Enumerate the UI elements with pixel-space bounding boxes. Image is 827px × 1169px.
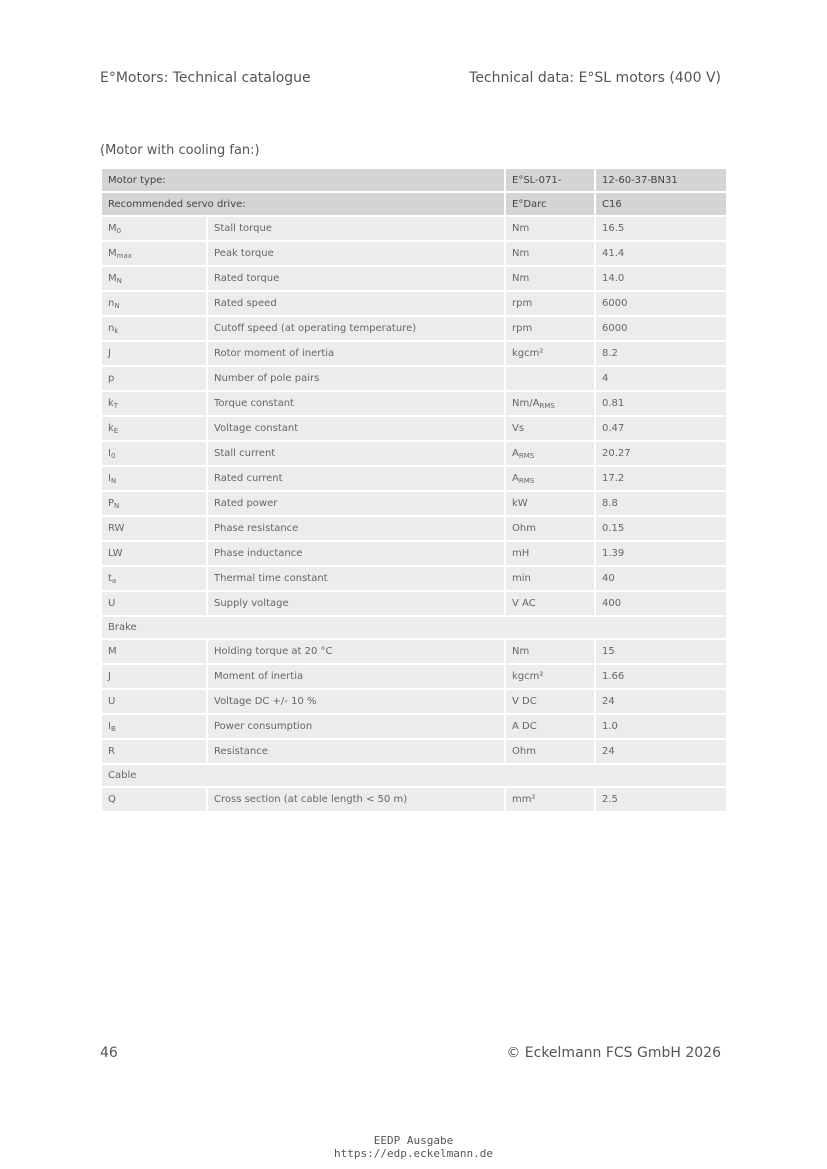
symbol-cell-subscript: 0 xyxy=(116,227,122,235)
unit-cell-text: A DC xyxy=(512,721,537,732)
parameter-row xyxy=(101,566,727,591)
description-cell-text: Cutoff speed (at operating temperature) xyxy=(214,323,417,334)
symbol-cell-subscript: max xyxy=(116,252,132,260)
description-cell-text: Resistance xyxy=(214,746,268,757)
unit-cell-text: Ohm xyxy=(512,523,536,534)
edition-stamp xyxy=(0,1134,827,1160)
value-cell xyxy=(595,689,727,714)
description-cell-text: Power consumption xyxy=(214,721,313,732)
brake-section-label: Brake xyxy=(101,616,727,639)
unit-cell xyxy=(505,639,595,664)
description-cell-text: Number of pole pairs xyxy=(214,373,320,384)
value-cell xyxy=(595,516,727,541)
servo-drive-row xyxy=(101,192,727,216)
symbol-cell xyxy=(101,391,207,416)
brake-parameter-row xyxy=(101,739,727,764)
value-cell xyxy=(595,341,727,366)
symbol-cell-text: LW xyxy=(108,548,123,559)
value-cell xyxy=(595,391,727,416)
brake-section-row xyxy=(101,616,727,639)
value-cell-text: 0.81 xyxy=(602,398,625,409)
value-cell xyxy=(595,591,727,616)
symbol-cell-text: n xyxy=(108,323,115,334)
unit-cell xyxy=(505,714,595,739)
servo-drive-model: C16 xyxy=(595,192,727,216)
symbol-cell xyxy=(101,341,207,366)
symbol-cell-text: I xyxy=(108,721,111,732)
unit-cell xyxy=(505,291,595,316)
description-cell xyxy=(207,689,505,714)
unit-cell xyxy=(505,241,595,266)
value-cell xyxy=(595,416,727,441)
description-cell-text: Cross section (at cable length < 50 m) xyxy=(214,794,408,805)
symbol-cell-text: I xyxy=(108,448,111,459)
value-cell-text: 14.0 xyxy=(602,273,625,284)
symbol-cell xyxy=(101,441,207,466)
unit-cell-text: mH xyxy=(512,548,530,559)
value-cell-text: 0.47 xyxy=(602,423,625,434)
description-cell xyxy=(207,366,505,391)
symbol-cell-text: U xyxy=(108,598,116,609)
symbol-cell xyxy=(101,739,207,764)
value-cell xyxy=(595,241,727,266)
description-cell-text: Voltage constant xyxy=(214,423,299,434)
unit-cell xyxy=(505,366,595,391)
symbol-cell-subscript: T xyxy=(113,402,119,410)
parameter-row xyxy=(101,441,727,466)
value-cell-text: 17.2 xyxy=(602,473,625,484)
page-number: 46 xyxy=(100,1045,118,1061)
parameter-row xyxy=(101,391,727,416)
symbol-cell-text: k xyxy=(108,423,114,434)
description-cell-text: Stall torque xyxy=(214,223,272,234)
motor-type-series: E°SL-071- xyxy=(505,168,595,192)
symbol-cell-subscript: B xyxy=(110,725,116,733)
value-cell xyxy=(595,664,727,689)
description-cell-text: Supply voltage xyxy=(214,598,289,609)
unit-cell xyxy=(505,391,595,416)
unit-cell xyxy=(505,266,595,291)
description-cell-text: Stall current xyxy=(214,448,276,459)
value-cell-text: 8.8 xyxy=(602,498,618,509)
unit-cell-subscript: RMS xyxy=(518,452,535,460)
value-cell-text: 6000 xyxy=(602,298,628,309)
unit-cell xyxy=(505,689,595,714)
cable-parameter-row xyxy=(101,787,727,812)
value-cell-text: 24 xyxy=(602,746,615,757)
unit-cell xyxy=(505,591,595,616)
unit-cell xyxy=(505,216,595,241)
symbol-cell xyxy=(101,714,207,739)
description-cell xyxy=(207,266,505,291)
value-cell xyxy=(595,787,727,812)
value-cell-text: 4 xyxy=(602,373,609,384)
parameter-row xyxy=(101,366,727,391)
parameter-row xyxy=(101,341,727,366)
symbol-cell-subscript: a xyxy=(111,577,117,585)
description-cell xyxy=(207,441,505,466)
description-cell xyxy=(207,664,505,689)
unit-cell-text: min xyxy=(512,573,531,584)
servo-drive-series: E°Darc xyxy=(505,192,595,216)
value-cell-text: 41.4 xyxy=(602,248,625,259)
parameter-row xyxy=(101,241,727,266)
symbol-cell-text: k xyxy=(108,398,114,409)
symbol-cell-text: RW xyxy=(108,523,125,534)
description-cell-text: Rated torque xyxy=(214,273,280,284)
symbol-cell xyxy=(101,491,207,516)
unit-cell-text: Nm xyxy=(512,273,530,284)
unit-cell xyxy=(505,491,595,516)
symbol-cell-text: I xyxy=(108,473,111,484)
unit-cell-text: Nm xyxy=(512,646,530,657)
symbol-cell xyxy=(101,266,207,291)
description-cell-text: Rated speed xyxy=(214,298,277,309)
symbol-cell-text: P xyxy=(108,498,115,509)
description-cell xyxy=(207,639,505,664)
description-cell-text: Moment of inertia xyxy=(214,671,304,682)
symbol-cell xyxy=(101,787,207,812)
unit-cell-text: V DC xyxy=(512,696,537,707)
symbol-cell xyxy=(101,639,207,664)
symbol-cell-subscript: N xyxy=(116,277,122,285)
description-cell xyxy=(207,391,505,416)
parameter-row xyxy=(101,216,727,241)
symbol-cell-text: J xyxy=(108,348,111,359)
unit-cell-text: Nm xyxy=(512,248,530,259)
unit-cell-subscript: RMS xyxy=(518,477,535,485)
brake-parameter-row xyxy=(101,714,727,739)
value-cell-text: 16.5 xyxy=(602,223,625,234)
value-cell xyxy=(595,216,727,241)
unit-cell-text: Vs xyxy=(512,423,525,434)
value-cell xyxy=(595,466,727,491)
motor-type-label: Motor type: xyxy=(101,168,505,192)
unit-cell xyxy=(505,566,595,591)
description-cell-text: Rotor moment of inertia xyxy=(214,348,335,359)
unit-cell-text: kgcm² xyxy=(512,348,544,359)
description-cell xyxy=(207,787,505,812)
description-cell-text: Thermal time constant xyxy=(214,573,328,584)
unit-cell xyxy=(505,664,595,689)
cable-section-label: Cable xyxy=(101,764,727,787)
symbol-cell-subscript: E xyxy=(113,427,119,435)
symbol-cell xyxy=(101,516,207,541)
parameter-row xyxy=(101,416,727,441)
symbol-cell xyxy=(101,316,207,341)
symbol-cell-subscript: k xyxy=(114,327,119,335)
stamp-line-edition: EEDP Ausgabe xyxy=(373,1134,454,1147)
parameter-row xyxy=(101,266,727,291)
unit-cell-text: Nm xyxy=(512,223,530,234)
symbol-cell xyxy=(101,566,207,591)
header-section-title: Technical data: E°SL motors (400 V) xyxy=(469,70,721,86)
symbol-cell-text: M xyxy=(108,273,117,284)
symbol-cell-subscript: N xyxy=(114,502,120,510)
unit-cell-text: A xyxy=(512,473,519,484)
description-cell xyxy=(207,466,505,491)
parameter-row xyxy=(101,291,727,316)
symbol-cell xyxy=(101,466,207,491)
value-cell xyxy=(595,291,727,316)
servo-drive-label: Recommended servo drive: xyxy=(101,192,505,216)
description-cell xyxy=(207,739,505,764)
value-cell xyxy=(595,366,727,391)
unit-cell-text: Nm/A xyxy=(512,398,540,409)
brake-parameter-row xyxy=(101,639,727,664)
symbol-cell xyxy=(101,216,207,241)
description-cell xyxy=(207,591,505,616)
value-cell xyxy=(595,739,727,764)
value-cell xyxy=(595,566,727,591)
value-cell-text: 400 xyxy=(602,598,622,609)
value-cell-text: 40 xyxy=(602,573,615,584)
description-cell xyxy=(207,714,505,739)
value-cell xyxy=(595,316,727,341)
symbol-cell xyxy=(101,591,207,616)
parameter-row xyxy=(101,491,727,516)
symbol-cell xyxy=(101,291,207,316)
description-cell-text: Phase inductance xyxy=(214,548,303,559)
description-cell xyxy=(207,341,505,366)
header-catalogue-title: E°Motors: Technical catalogue xyxy=(100,70,311,86)
unit-cell-subscript: RMS xyxy=(539,402,555,410)
unit-cell-text: A xyxy=(512,448,519,459)
value-cell-text: 20.27 xyxy=(602,448,631,459)
unit-cell-text: V AC xyxy=(512,598,536,609)
description-cell xyxy=(207,241,505,266)
value-cell-text: 2.5 xyxy=(602,794,618,805)
brake-parameter-row xyxy=(101,664,727,689)
description-cell-text: Phase resistance xyxy=(214,523,299,534)
symbol-cell xyxy=(101,541,207,566)
description-cell-text: Torque constant xyxy=(214,398,294,409)
symbol-cell-text: M xyxy=(108,223,117,234)
brake-parameter-row xyxy=(101,689,727,714)
parameter-row xyxy=(101,541,727,566)
description-cell-text: Holding torque at 20 °C xyxy=(214,646,333,657)
parameter-row xyxy=(101,516,727,541)
symbol-cell xyxy=(101,366,207,391)
value-cell-text: 1.66 xyxy=(602,671,625,682)
symbol-cell-text: R xyxy=(108,746,115,757)
symbol-cell-text: t xyxy=(108,573,112,584)
symbol-cell-text: M xyxy=(108,646,117,657)
symbol-cell-subscript: N xyxy=(110,477,117,485)
copyright: © Eckelmann FCS GmbH 2026 xyxy=(506,1045,721,1061)
description-cell xyxy=(207,216,505,241)
motor-type-row xyxy=(101,168,727,192)
value-cell xyxy=(595,266,727,291)
unit-cell-text: Ohm xyxy=(512,746,536,757)
description-cell xyxy=(207,491,505,516)
unit-cell xyxy=(505,316,595,341)
symbol-cell-text: n xyxy=(108,298,115,309)
value-cell xyxy=(595,541,727,566)
description-cell xyxy=(207,516,505,541)
symbol-cell-subscript: 0 xyxy=(110,452,116,460)
parameter-row xyxy=(101,591,727,616)
cable-section-row xyxy=(101,764,727,787)
symbol-cell xyxy=(101,689,207,714)
description-cell xyxy=(207,541,505,566)
symbol-cell-text: U xyxy=(108,696,116,707)
motor-type-model: 12-60-37-BN31 xyxy=(595,168,727,192)
unit-cell-text: rpm xyxy=(512,298,533,309)
description-cell-text: Rated power xyxy=(214,498,278,509)
value-cell xyxy=(595,639,727,664)
unit-cell-text: rpm xyxy=(512,323,533,334)
symbol-cell-text: p xyxy=(108,373,115,384)
stamp-line-url: https://edp.eckelmann.de xyxy=(334,1147,493,1160)
value-cell xyxy=(595,714,727,739)
table-caption: (Motor with cooling fan:) xyxy=(100,143,260,158)
unit-cell xyxy=(505,441,595,466)
value-cell-text: 1.0 xyxy=(602,721,618,732)
technical-data-table xyxy=(100,167,728,813)
description-cell-text: Peak torque xyxy=(214,248,274,259)
value-cell-text: 24 xyxy=(602,696,615,707)
symbol-cell-text: J xyxy=(108,671,111,682)
unit-cell xyxy=(505,341,595,366)
description-cell xyxy=(207,316,505,341)
description-cell xyxy=(207,416,505,441)
symbol-cell xyxy=(101,416,207,441)
description-cell-text: Voltage DC +/- 10 % xyxy=(214,696,317,707)
value-cell-text: 6000 xyxy=(602,323,628,334)
unit-cell-text: kgcm² xyxy=(512,671,544,682)
unit-cell xyxy=(505,416,595,441)
parameter-row xyxy=(101,316,727,341)
description-cell-text: Rated current xyxy=(214,473,283,484)
value-cell-text: 0.15 xyxy=(602,523,625,534)
unit-cell xyxy=(505,739,595,764)
symbol-cell xyxy=(101,664,207,689)
parameter-row xyxy=(101,466,727,491)
unit-cell-text: kW xyxy=(512,498,528,509)
unit-cell xyxy=(505,541,595,566)
symbol-cell xyxy=(101,241,207,266)
symbol-cell-subscript: N xyxy=(114,302,120,310)
value-cell-text: 1.39 xyxy=(602,548,625,559)
unit-cell-text: mm² xyxy=(512,794,536,805)
unit-cell xyxy=(505,466,595,491)
description-cell xyxy=(207,291,505,316)
symbol-cell-text: Q xyxy=(108,794,116,805)
unit-cell xyxy=(505,787,595,812)
description-cell xyxy=(207,566,505,591)
value-cell xyxy=(595,441,727,466)
value-cell-text: 8.2 xyxy=(602,348,618,359)
unit-cell xyxy=(505,516,595,541)
value-cell-text: 15 xyxy=(602,646,615,657)
symbol-cell-text: M xyxy=(108,248,117,259)
value-cell xyxy=(595,491,727,516)
